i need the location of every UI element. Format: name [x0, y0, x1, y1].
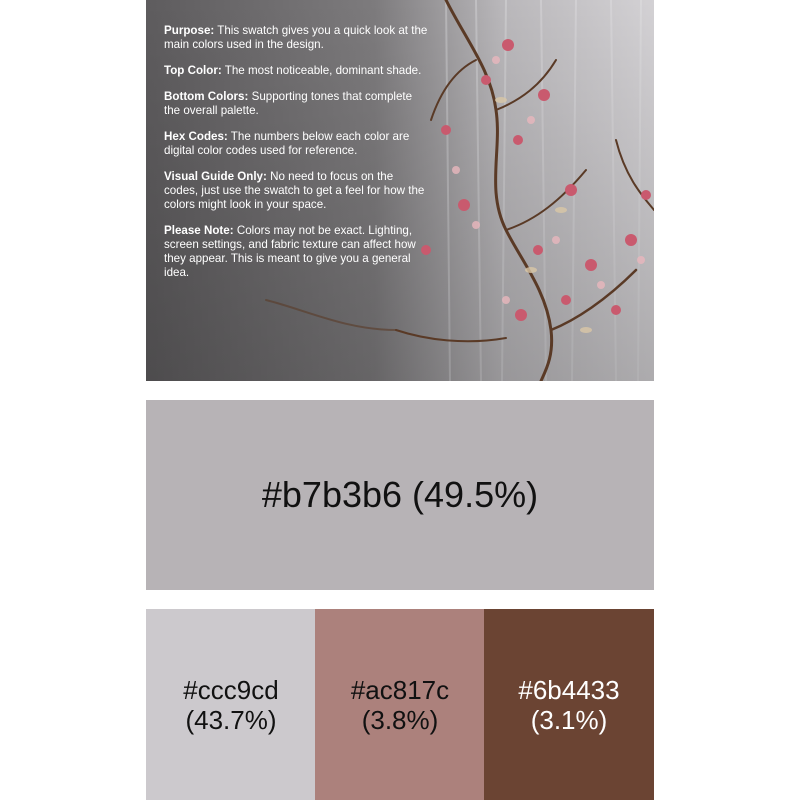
secondary-color-swatch: [315, 609, 485, 800]
color-percentage: (43.7%): [185, 704, 277, 735]
note-text: The most noticeable, dominant shade.: [221, 64, 422, 77]
color-hex-code: #6b4433: [518, 674, 620, 705]
note-text: No need to focus on the codes, just use the swatch to get a feel for how the colors might look in your space.: [164, 170, 425, 211]
note-text: Supporting tones that complete the overall palette.: [164, 90, 413, 117]
secondary-color-swatch: [484, 609, 654, 800]
primary-color-label: #b7b3b6 (49.5%): [261, 474, 539, 515]
swatch-info-notes: [164, 24, 429, 292]
color-percentage: (3.1%): [530, 704, 608, 735]
fabric-preview-panel: [146, 0, 654, 381]
note-heading: Visual Guide Only:: [164, 170, 267, 183]
secondary-color-swatch: [146, 609, 316, 800]
note-heading: Bottom Colors:: [164, 90, 249, 103]
note-please-note: [164, 224, 429, 280]
note-visual-guide: [164, 170, 429, 212]
note-hex-codes: [164, 130, 429, 158]
note-text: The numbers below each color are digital color codes used for reference.: [164, 130, 410, 157]
note-purpose: [164, 24, 429, 52]
color-hex-code: #ac817c: [350, 674, 450, 705]
note-heading: Please Note:: [164, 224, 234, 237]
note-heading: Top Color:: [164, 64, 222, 77]
primary-color-swatch: [146, 400, 654, 590]
note-heading: Purpose:: [164, 24, 215, 37]
note-text: Colors may not be exact. Lighting, screen settings, and fabric texture can affect how they appear. This is meant to give you a general idea.: [164, 224, 416, 279]
note-heading: Hex Codes:: [164, 130, 228, 143]
note-text: This swatch gives you a quick look at the main colors used in the design.: [164, 24, 428, 51]
color-percentage: (3.8%): [361, 704, 439, 735]
note-top-color: [164, 64, 429, 78]
color-hex-code: #ccc9cd: [183, 674, 279, 705]
note-bottom-colors: [164, 90, 429, 118]
